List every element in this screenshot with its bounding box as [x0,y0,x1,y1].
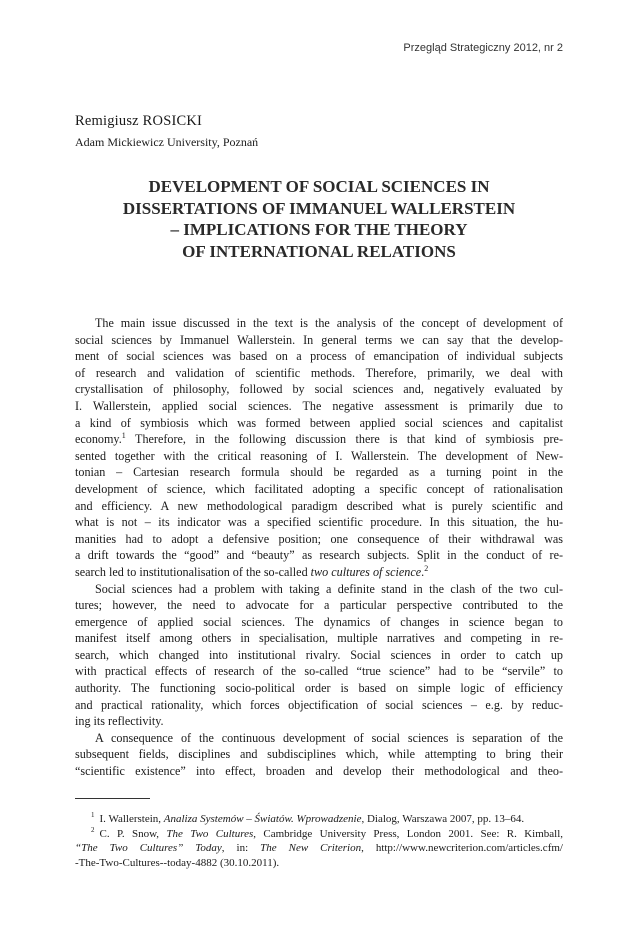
author-affiliation: Adam Mickiewicz University, Poznań [75,135,259,149]
body-line: manities had to adopt a defensive position; one consequence of their withdrawal was [75,531,563,546]
body-line: of research and validation of scientific methods. Therefore, primarily, we deal with [75,365,563,380]
body-line: “scientific existence” into effect, broaden and develop their methodological and theo- [75,764,563,779]
body-line [75,564,563,581]
body-line: tonian – Cartesian research formula should be regarded as a turning point in the [75,465,563,480]
body-line: A consequence of the continuous development of social sciences is separation of the [95,730,563,745]
body-line: manifest itself among others in specialisation, multiple narratives and competing in re- [75,631,563,646]
body-line: Social sciences had a problem with taking a definite stand in the clash of the two cul- [95,581,563,596]
running-header: Przegląd Strategiczny 2012, nr 2 [403,42,563,54]
title-line: – IMPLICATIONS FOR THE THEORY [170,220,468,239]
footnote-text: I. Wallerstein, [99,813,164,825]
footnote-separator [75,798,150,799]
footnote-text: , in: [221,842,261,855]
body-line: ing its reflectivity. [75,714,164,729]
body-line: what is not – its indicator was a specified scientific procedure. In this situation, the hu- [75,515,563,530]
body-line: I. Wallerstein, applied social sciences. The negative assessment is primarily due to [75,398,563,413]
body-line: social sciences by Immanuel Wallerstein. In general terms we can say that the develop- [75,332,563,347]
body-line: emergence of applied social sciences. The dynamics of changes in science began to [75,614,563,629]
body-line: ment of social sciences was based on a process of emancipation of individual subjects [75,349,563,364]
footnote-number: 2 [91,826,95,834]
article-title [75,176,563,262]
body-line: subsequent fields, disciplines and subdisciplines which, while attempting to bring their [75,747,563,762]
body-text-run: Therefore, in the following discussion there is that kind of symbiosis pre- [125,432,563,447]
body-line: The main issue discussed in the text is the analysis of the concept of development of [95,316,563,330]
footnote-2 [75,827,563,842]
footnote-text: , Cambridge University Press, London 2001. See: R. Kimball, [253,827,563,840]
title-line: OF INTERNATIONAL RELATIONS [182,241,456,261]
body-text [75,315,563,780]
footnote-number: 1 [91,812,95,820]
footnote-italic: “The Two Cultures” Today [75,842,222,855]
footnote-line: -The-Two-Cultures--today-4882 (30.10.2011). [75,856,280,869]
body-text-run: search led to institutionalisation of the so-called [75,564,311,579]
footnotes [75,812,563,870]
footnote-italic: The New Criterion [260,842,362,855]
author-name: Remigiusz ROSICKI [75,113,203,129]
footnote-text: C. P. Snow, [99,827,167,840]
body-text-run: economy. [75,432,122,447]
body-line: authority. The functioning socio-political order is based on simple logic of efficiency [75,681,563,696]
footnote-text: , Dialog, Warszawa 2007, pp. 13–64. [361,813,525,825]
body-line: sented together with the critical reasoning of I. Wallerstein. The development of New- [75,448,563,463]
title-line: DEVELOPMENT OF SOCIAL SCIENCES IN [148,177,490,196]
body-line: a kind of symbiosis which was formed between applied social sciences and capitalist [75,415,563,430]
body-line: a drift towards the “good” and “beauty” as research subjects. Split in the conduct of re- [75,548,563,563]
body-text-run: . [421,564,425,579]
body-line: development of science, which facilitated adopting a specific concept of rationalisation [75,481,563,496]
footnote-ref-2[interactable]: 2 [424,563,429,573]
body-line: with practical effects of research of the so-called “true science” had to be “servile” to [75,664,563,679]
footnote-line [75,841,563,856]
footnote-link[interactable]: , http://www.newcriterion.com/articles.cfm/ [361,842,563,855]
footnote-1 [75,812,563,827]
body-line: crystallisation of philosophy, followed by social sciences and, negatively evaluated by [75,382,563,397]
body-line: and practical rationality, which forces objectification of social sciences – e.g. by reduc- [75,697,563,712]
footnote-italic: The Two Cultures [166,827,254,840]
body-line: tures; however, the need to advocate for a particular perspective contributed to the [75,598,563,613]
footnote-italic: Analiza Systemów – Światów. Wprowadzenie [163,813,362,825]
body-line [75,431,563,448]
body-line: and efficiency. A new methodological paradigm described what is purely scientific and [75,498,563,513]
body-line: search, which changed into institutional rivalry. Social sciences in order to catch up [75,647,563,662]
italic-term: two cultures of science [310,564,422,579]
title-line: DISSERTATIONS OF IMMANUEL WALLERSTEIN [122,198,516,218]
footnote-ref-1[interactable]: 1 [121,431,126,441]
